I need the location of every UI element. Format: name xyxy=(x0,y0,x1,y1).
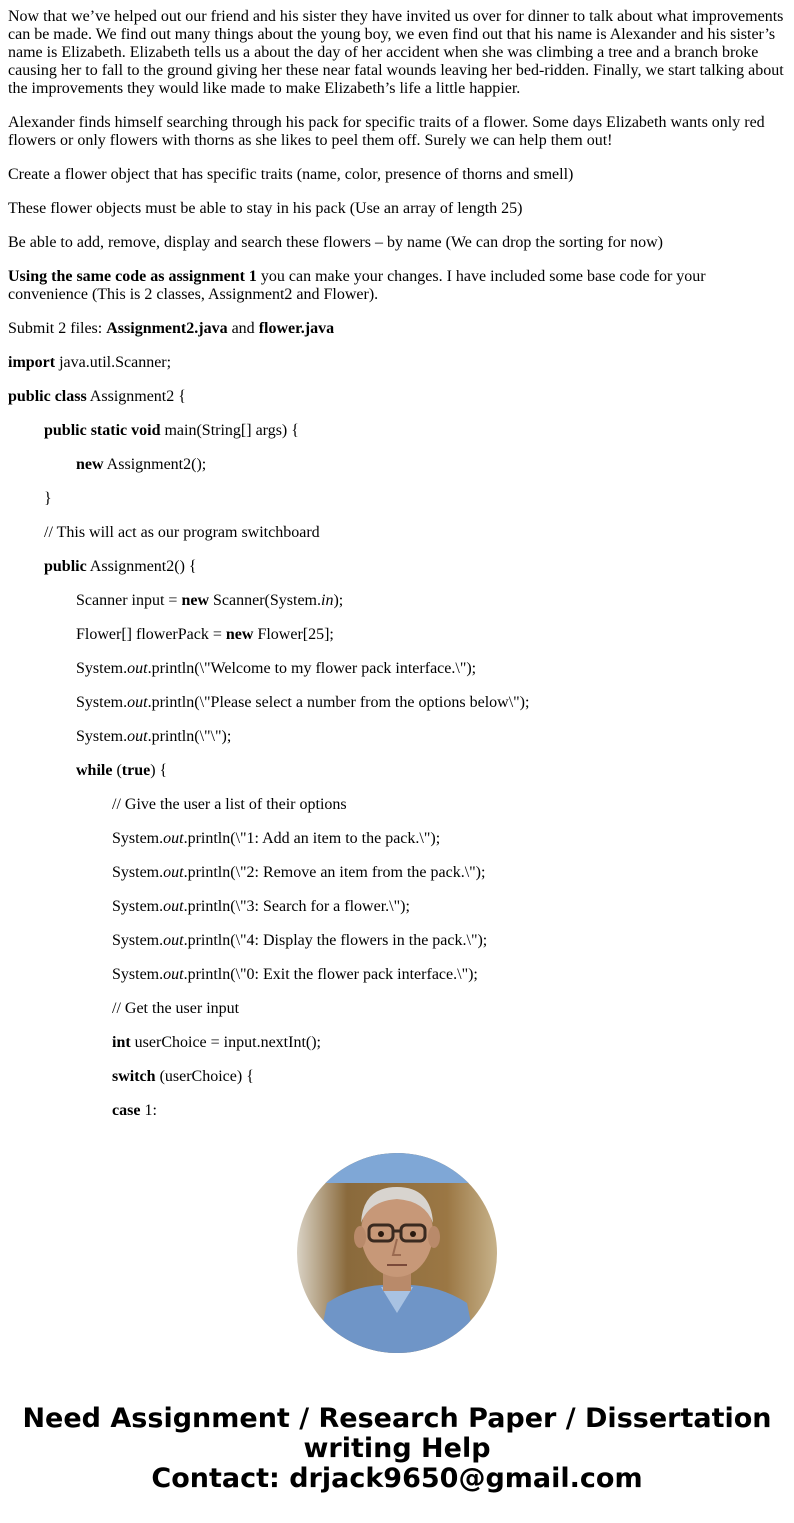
code-text: System. xyxy=(112,898,164,915)
code-text: Scanner input = xyxy=(76,592,182,609)
code-block xyxy=(8,354,786,1120)
code-field: out xyxy=(163,898,184,915)
code-field: in xyxy=(321,592,334,609)
code-keyword: import xyxy=(8,354,56,371)
code-text: System. xyxy=(112,830,164,847)
code-line xyxy=(8,626,786,644)
submission-and: and xyxy=(227,320,259,337)
code-line xyxy=(8,388,786,406)
code-line xyxy=(8,864,786,882)
requirement-array: These flower objects must be able to stay in his pack (Use an array of length 25) xyxy=(8,200,523,217)
code-keyword: switch xyxy=(112,1068,156,1085)
code-line xyxy=(8,966,786,984)
code-text: ); xyxy=(333,592,344,609)
code-keyword: new xyxy=(181,592,210,609)
code-text: .println(\"1: Add an item to the pack.\"); xyxy=(183,830,441,847)
code-keyword: while xyxy=(76,762,113,779)
requirement-flower-object: Create a flower object that has specific traits (name, color, presence of thorns and smell) xyxy=(8,166,574,183)
code-text: Scanner(System. xyxy=(209,592,321,609)
code-line xyxy=(8,898,786,916)
code-line xyxy=(8,830,786,848)
instruction-rest: you can make your changes. I have included some base code for your convenience (This is 2 classes, Assignment2 and Flower). xyxy=(8,268,706,303)
code-field: out xyxy=(163,932,184,949)
code-line xyxy=(8,456,786,474)
code-field: out xyxy=(163,966,184,983)
instruction-paragraph xyxy=(8,268,786,304)
code-text: .println(\"Welcome to my flower pack interface.\"); xyxy=(147,660,477,677)
code-line xyxy=(8,728,786,746)
code-line: } xyxy=(44,490,52,507)
code-text: System. xyxy=(76,660,128,677)
code-keyword: public static void xyxy=(44,422,161,439)
avatar xyxy=(297,1153,497,1353)
code-text: java.util.Scanner; xyxy=(55,354,172,371)
code-text: userChoice = input.nextInt(); xyxy=(130,1034,321,1051)
code-text: .println(\"2: Remove an item from the pack.\"); xyxy=(183,864,486,881)
code-line xyxy=(8,1102,786,1120)
code-keyword: public xyxy=(44,558,87,575)
code-line xyxy=(8,422,786,440)
code-field: out xyxy=(127,660,148,677)
code-text: .println(\"4: Display the flowers in the pack.\"); xyxy=(183,932,488,949)
code-keyword: true xyxy=(121,762,151,779)
code-text: ( xyxy=(112,762,122,779)
code-field: out xyxy=(163,864,184,881)
code-keyword: new xyxy=(76,456,104,473)
avatar-portrait-icon xyxy=(297,1153,497,1353)
code-text: Assignment2() { xyxy=(86,558,197,575)
code-field: out xyxy=(127,728,148,745)
code-line xyxy=(8,932,786,950)
instruction-bold: Using the same code as assignment 1 xyxy=(8,268,257,285)
code-text: Flower[] flowerPack = xyxy=(76,626,226,643)
code-text: System. xyxy=(112,966,164,983)
code-keyword: case xyxy=(112,1102,141,1119)
code-line xyxy=(8,694,786,712)
submission-prefix: Submit 2 files: xyxy=(8,320,107,337)
code-line xyxy=(8,660,786,678)
code-line xyxy=(8,354,786,372)
code-line xyxy=(8,558,786,576)
submission-paragraph xyxy=(8,320,786,338)
code-text: System. xyxy=(112,864,164,881)
code-field: out xyxy=(127,694,148,711)
code-keyword: public class xyxy=(8,388,87,405)
code-line xyxy=(8,1034,786,1052)
requirement-operations: Be able to add, remove, display and search these flowers – by name (We can drop the sorting for now) xyxy=(8,234,663,251)
footer-line-1: Need Assignment / Research Paper / Dissertation xyxy=(22,1403,772,1434)
code-text: System. xyxy=(76,728,128,745)
footer-contact xyxy=(0,1404,794,1494)
intro-paragraph-2: Alexander finds himself searching through his pack for specific traits of a flower. Some days Elizabeth wants only red flowers or only flowers with thorns as she likes to peel them off. Surely we can help them out! xyxy=(8,114,765,149)
document-body xyxy=(8,8,786,1136)
code-text: .println(\"0: Exit the flower pack interface.\"); xyxy=(183,966,478,983)
submission-file-1: Assignment2.java xyxy=(106,320,228,337)
code-text: ) { xyxy=(150,762,168,779)
intro-paragraph-1: Now that we’ve helped out our friend and his sister they have invited us over for dinner to talk about what improvements can be made. We find out many things about the young boy, we even find out that his name is Alexander and his sister’s name is Elizabeth. Elizabeth tells us a about the day of her accident when she was climbing a tree and a branch broke causing her to fall to the ground giving her these near fatal wounds leaving her bed-ridden. Finally, we start talking about the improvements they would like made to make Elizabeth’s life a little happier. xyxy=(8,8,784,97)
code-comment: // Give the user a list of their options xyxy=(112,796,347,813)
code-text: .println(\"Please select a number from the options below\"); xyxy=(147,694,530,711)
code-text: Flower[25]; xyxy=(253,626,334,643)
code-field: out xyxy=(163,830,184,847)
code-text: main(String[] args) { xyxy=(160,422,299,439)
footer-line-2: writing Help xyxy=(303,1433,491,1464)
submission-file-2: flower.java xyxy=(258,320,335,337)
code-line xyxy=(8,1068,786,1086)
code-comment: // This will act as our program switchboard xyxy=(44,524,320,541)
code-comment: // Get the user input xyxy=(112,1000,240,1017)
code-text: Assignment2 { xyxy=(86,388,186,405)
code-text: 1: xyxy=(140,1102,157,1119)
code-keyword: int xyxy=(112,1034,131,1051)
code-line xyxy=(8,762,786,780)
footer-contact-email: Contact: drjack9650@gmail.com xyxy=(151,1463,643,1494)
code-keyword: new xyxy=(225,626,254,643)
code-text: (userChoice) { xyxy=(155,1068,254,1085)
code-text: System. xyxy=(76,694,128,711)
code-text: .println(\"\"); xyxy=(147,728,232,745)
code-line xyxy=(8,592,786,610)
code-text: .println(\"3: Search for a flower.\"); xyxy=(183,898,410,915)
code-text: Assignment2(); xyxy=(103,456,207,473)
code-text: System. xyxy=(112,932,164,949)
